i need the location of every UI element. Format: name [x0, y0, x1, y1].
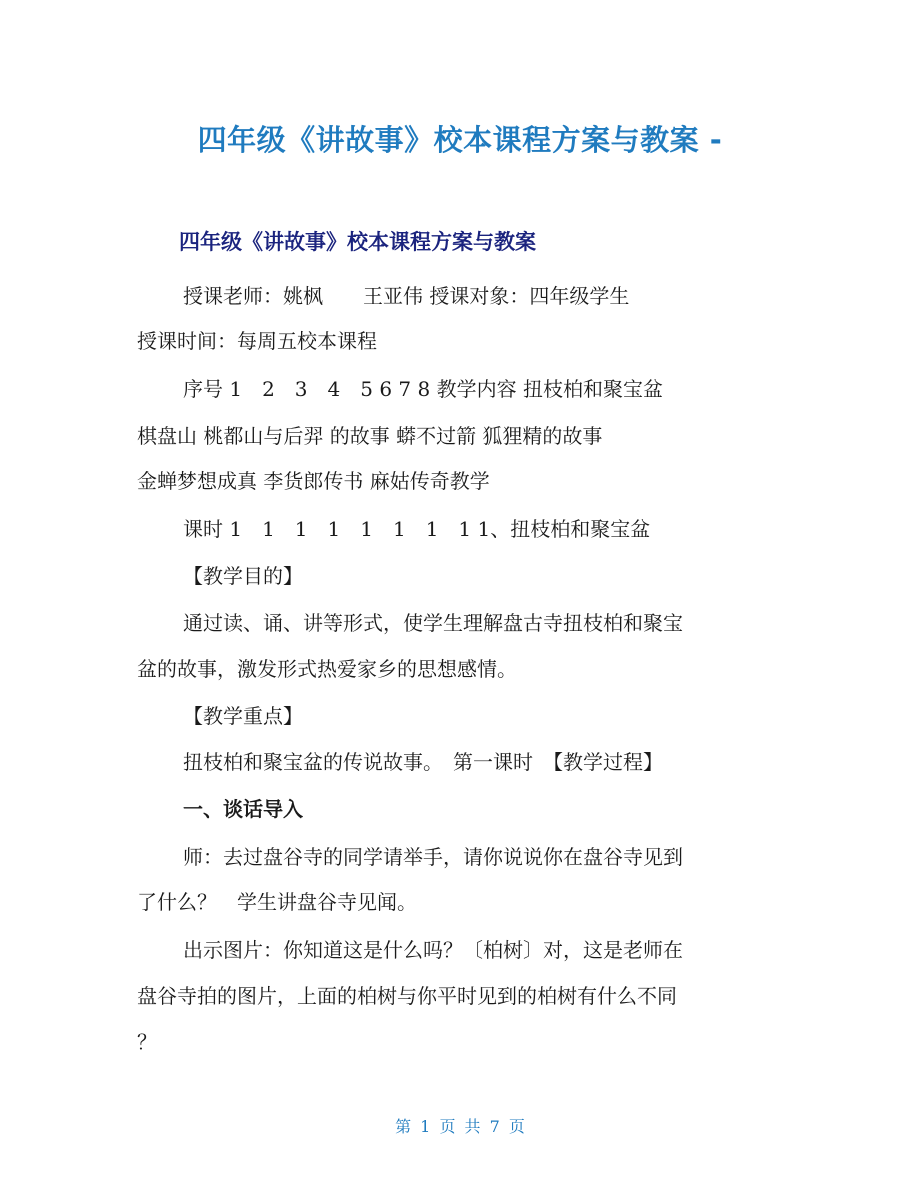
- section-heading-objective: 【教学目的】: [183, 564, 303, 588]
- table-row-stories: 棋盘山 桃都山与后羿 的故事 蟒不过箭 狐狸精的故事: [137, 424, 603, 448]
- schedule-line: 授课时间：每周五校本课程: [137, 329, 377, 353]
- table-row-hours: 课时 1 1 1 1 1 1 1 1 1、扭枝柏和聚宝盆: [183, 517, 651, 541]
- paragraph-objective: 通过读、诵、讲等形式，使学生理解盘古寺扭枝柏和聚宝: [183, 611, 683, 635]
- table-row-stories-cont: 金蝉梦想成真 李货郎传书 麻姑传奇教学: [137, 469, 490, 493]
- paragraph-teacher: 师：去过盘谷寺的同学请举手，请你说说你在盘谷寺见到: [183, 845, 683, 869]
- paragraph-focus: 扭枝柏和聚宝盆的传说故事。 第一课时 【教学过程】: [183, 750, 663, 774]
- paragraph-picture: 出示图片：你知道这是什么吗？〔柏树〕对，这是老师在: [183, 938, 683, 962]
- page-footer: 第 1 页 共 7 页: [395, 1117, 525, 1136]
- document-subtitle: 四年级《讲故事》校本课程方案与教案: [179, 230, 536, 254]
- paragraph-picture-cont: 盘谷寺拍的图片，上面的柏树与你平时见到的柏树有什么不同: [137, 984, 677, 1008]
- table-row-number: 序号 1 2 3 4 5 6 7 8 教学内容 扭枝柏和聚宝盆: [183, 377, 663, 401]
- paragraph-objective-cont: 盆的故事，激发形式热爱家乡的思想感情。: [137, 657, 517, 681]
- paragraph-picture-end: ？: [137, 1030, 157, 1054]
- section-heading-focus: 【教学重点】: [183, 704, 303, 728]
- document-title: 四年级《讲故事》校本课程方案与教案 -: [197, 123, 723, 157]
- teacher-info-line: 授课老师：姚枫 王亚伟 授课对象：四年级学生: [183, 284, 630, 308]
- paragraph-teacher-cont: 了什么？ 学生讲盘谷寺见闻。: [137, 890, 417, 914]
- section-heading-intro: 一、谈话导入: [183, 797, 303, 821]
